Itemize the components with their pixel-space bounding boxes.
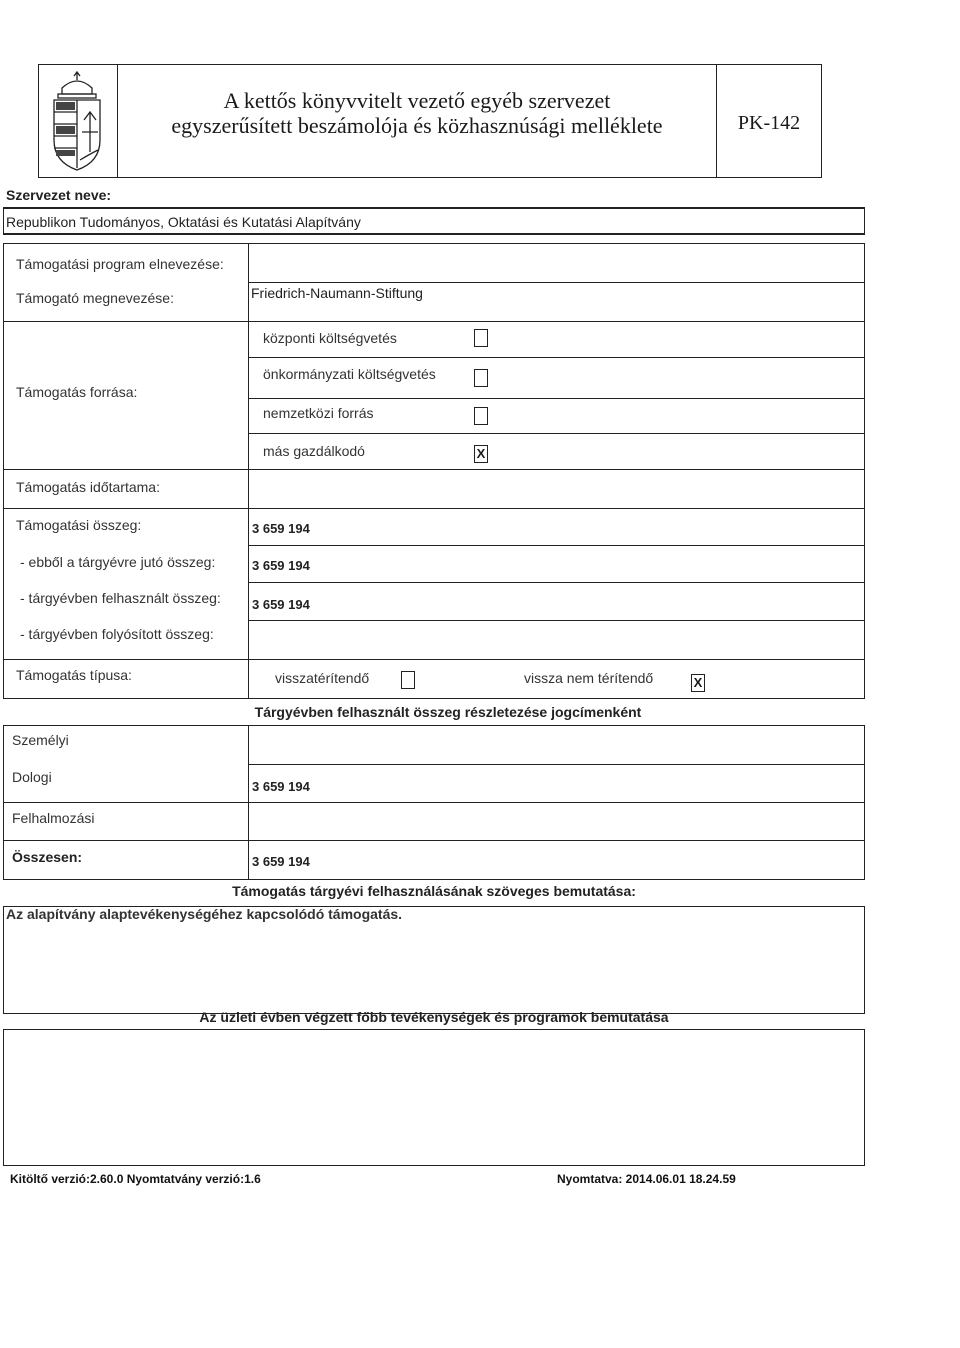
year-share-value: 3 659 194 xyxy=(252,558,310,573)
program-label: Támogatási program elnevezése: xyxy=(16,256,224,272)
grantor-value: Friedrich-Naumann-Stiftung xyxy=(251,285,423,301)
activities-heading: Az üzleti évben végzett főbb tevékenységek és programok bemutatása xyxy=(199,1009,669,1025)
row-line xyxy=(248,620,865,621)
year-share-label: - ebből a tárgyévre jutó összeg: xyxy=(20,554,216,570)
grantor-label: Támogató megnevezése: xyxy=(16,290,174,306)
row-line xyxy=(248,764,865,765)
org-name-label: Szervezet neve: xyxy=(6,187,112,203)
activities-box xyxy=(3,1029,865,1166)
personal-label: Személyi xyxy=(12,732,69,748)
footer-printed: Nyomtatva: 2014.06.01 18.24.59 xyxy=(557,1172,736,1186)
form-code: PK-142 xyxy=(737,112,801,134)
coat-of-arms-icon xyxy=(44,70,110,174)
grant-table-divider xyxy=(248,243,249,699)
total-label: Összesen: xyxy=(12,849,83,865)
total-value: 3 659 194 xyxy=(252,854,310,869)
source-checkbox[interactable] xyxy=(474,407,488,425)
refundable-checkbox[interactable] xyxy=(401,671,415,689)
source-option-label: nemzetközi forrás xyxy=(263,405,374,421)
source-checkbox[interactable] xyxy=(474,369,488,387)
nonrefundable-checkbox[interactable]: X xyxy=(691,674,705,692)
material-label: Dologi xyxy=(12,769,52,785)
row-line xyxy=(3,321,865,322)
source-option-label: önkormányzati költségvetés xyxy=(263,366,436,382)
row-line xyxy=(248,582,865,583)
amount-label: Támogatási összeg: xyxy=(16,517,142,533)
row-line xyxy=(248,398,865,399)
row-line xyxy=(3,508,865,509)
form-title-line1: A kettős könyvvitelt vezető egyéb szervezet xyxy=(223,88,611,113)
form-title-line2: egyszerűsített beszámolója és közhasznúsági melléklete xyxy=(171,113,663,138)
paid-label: - tárgyévben folyósított összeg: xyxy=(20,626,214,642)
source-option-label: más gazdálkodó xyxy=(263,443,365,459)
row-line xyxy=(248,433,865,434)
amount-value: 3 659 194 xyxy=(252,521,310,536)
textual-heading: Támogatás tárgyévi felhasználásának szöveges bemutatása: xyxy=(232,883,636,899)
textual-box xyxy=(3,906,865,1014)
row-line xyxy=(3,659,865,660)
accumulation-label: Felhalmozási xyxy=(12,810,95,826)
row-line xyxy=(248,357,865,358)
material-value: 3 659 194 xyxy=(252,779,310,794)
source-checkbox[interactable] xyxy=(474,329,488,347)
type-label: Támogatás típusa: xyxy=(16,667,132,683)
duration-label: Támogatás időtartama: xyxy=(16,479,160,495)
row-line xyxy=(248,282,865,283)
breakdown-heading: Tárgyévben felhasznált összeg részletezése jogcímenként xyxy=(254,704,642,720)
source-option-label: központi költségvetés xyxy=(263,330,397,346)
used-value: 3 659 194 xyxy=(252,597,310,612)
org-name-value: Republikon Tudományos, Oktatási és Kutatási Alapítvány xyxy=(6,214,361,230)
row-line xyxy=(3,802,865,803)
header-divider-left xyxy=(117,64,118,178)
source-checkbox[interactable]: X xyxy=(474,445,488,463)
refundable-label: visszatérítendő xyxy=(275,670,370,686)
nonrefundable-label: vissza nem térítendő xyxy=(524,670,654,686)
source-label: Támogatás forrása: xyxy=(16,384,138,400)
row-line xyxy=(248,545,865,546)
footer-version: Kitöltő verzió:2.60.0 Nyomtatvány verzió:1.6 xyxy=(10,1172,261,1186)
used-label: - tárgyévben felhasznált összeg: xyxy=(20,590,221,606)
textual-text: Az alapítvány alaptevékenységéhez kapcsolódó támogatás. xyxy=(6,906,403,922)
row-line xyxy=(3,840,865,841)
row-line xyxy=(3,469,865,470)
